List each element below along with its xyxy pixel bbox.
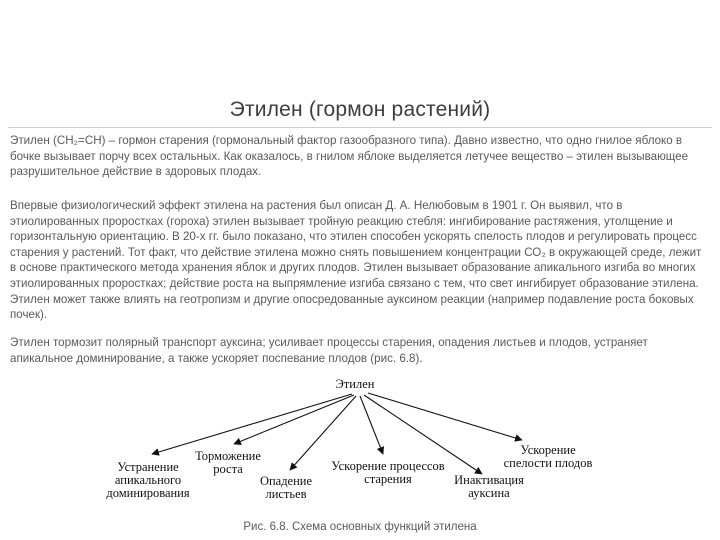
diagram-node-ripening-acceleration: Ускорение спелости плодов — [503, 443, 593, 470]
paragraph-history: Впервые физиологический эффект этилена на растения был описан Д. А. Нелюбовым в 1901 г. Он выявил, что в этиолированных проростках (гороха) этилен вызывает тройную реакцию стебля: ингибирование растяжения, утолщение и горизонтальную ориентацию. В 20-х гг. было показано, что этилен способен ускорять спелость плодов и регулировать процесс старения у растений. Тот факт, что действие этилена можно снять повышением концентрации СО₂ в окружающей среде, лежит в основе практического метода хранения яблок и других плодов. Этилен вызывает образование апикального изгиба во многих этиолированных проростках; действие роста на выпрямление изгиба связано с тем, что свет ингибирует образование этилена. Этилен может также влиять на геотропизм и другие опосредованные ауксином реакции (например подавление роста боковых почек). — [10, 199, 702, 322]
diagram-node-apical-dominance: Устранение апикального доминирования — [106, 460, 190, 500]
page-title: Этилен (гормон растений) — [229, 98, 491, 121]
diagram-node-leaf-fall: Опадение листьев — [259, 474, 313, 501]
arrow-to-apical — [152, 394, 352, 454]
diagram-node-growth-inhibition: Торможение роста — [195, 449, 261, 476]
paragraph-intro: Этилен (СН₂=СН) – гормон старения (гормональный фактор газообразного типа). Давно известно, что одно гнилое яблоко в бочке вызывает порчу всех остальных. Как оказалось, в гнилом яблоке выделяется летучее вещество – этилен вызывающее разрушительное действие в здоровых плодах. — [10, 134, 689, 179]
arrow-to-aging — [360, 396, 383, 454]
paragraph-functions: Этилен тормозит полярный транспорт ауксина; усиливает процессы старения, опадения листьев и плодов, устраняет апикальное доминирование, а также ускоряет поспевание плодов (рис. 6.8). — [10, 336, 648, 365]
ethylene-function-diagram — [0, 370, 720, 520]
diagram-node-auxin-inactivation: Инактивация ауксина — [454, 473, 524, 500]
title-divider — [8, 127, 712, 128]
arrow-to-ripening — [368, 393, 522, 440]
diagram-node-aging-acceleration: Ускорение процессов старения — [331, 459, 445, 486]
arrow-to-growth — [234, 395, 354, 444]
diagram-root-ethylene: Этилен — [335, 377, 375, 391]
figure-caption: Рис. 6.8. Схема основных функций этилена — [243, 521, 477, 533]
